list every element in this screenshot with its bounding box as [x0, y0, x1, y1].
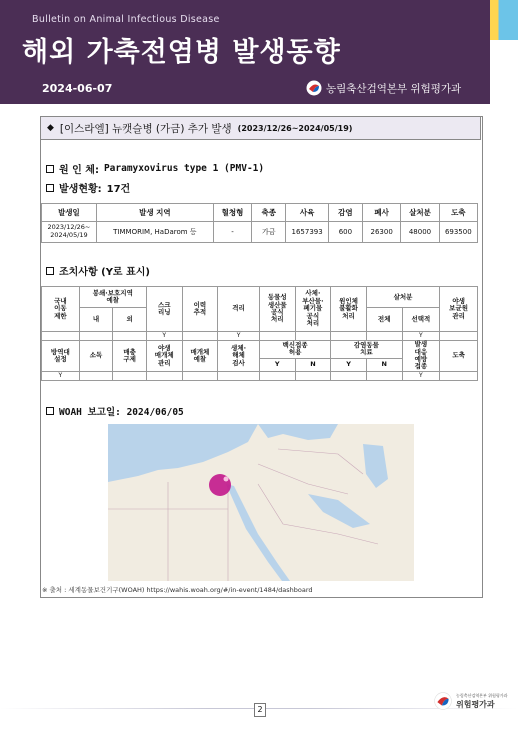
- table-cell: [331, 372, 367, 381]
- footer-org-small: 농림축산검역본부 위험평가과: [456, 692, 508, 698]
- measures-header-row-3: [42, 341, 478, 359]
- source-citation: ※ 출처 : 세계동물보건기구(WOAH) https://wahis.woah.org/#/in-event/1484/dashboard: [42, 586, 313, 594]
- col-header: 봉쇄·보호지역 예찰: [79, 287, 146, 308]
- col-header: N: [295, 358, 331, 371]
- woah-line: [46, 404, 184, 418]
- col-header: 축종: [252, 204, 286, 222]
- col-header: 스크 리닝: [146, 287, 182, 332]
- section-title: [이스라엘] 뉴캣슬병 (가금) 추가 발생: [59, 122, 232, 135]
- page-title: 해외 가축전염병 발생동향: [22, 37, 341, 68]
- col-header: 격리: [218, 287, 260, 332]
- page-number: 2: [254, 703, 266, 717]
- footer-logo: [434, 692, 508, 710]
- col-header: 폐사: [363, 204, 401, 222]
- col-header: 야생 매개체 관리: [146, 341, 182, 372]
- corner-tab: [490, 0, 518, 40]
- table-cell: [79, 372, 113, 381]
- col-header: 방역대 설정: [42, 341, 80, 372]
- header-banner: [0, 0, 490, 104]
- bulletin-label: Bulletin on Animal Infectious Disease: [32, 14, 220, 25]
- table-cell: Y: [402, 372, 440, 381]
- cell-slaughtered: 693500: [439, 222, 477, 243]
- table-cell: Y: [146, 332, 182, 341]
- col-header: 백신접종 허용: [259, 341, 330, 359]
- measures-header-row-1: [42, 287, 478, 308]
- status-label: 발생현황:: [59, 184, 102, 195]
- org-badge: [306, 80, 461, 96]
- measures-values-row-1: [42, 332, 478, 341]
- col-header: N: [366, 358, 402, 371]
- col-header: 살처분: [366, 287, 439, 308]
- col-header: 감염: [328, 204, 362, 222]
- cell-serotype: -: [213, 222, 251, 243]
- col-header: 내: [79, 308, 113, 332]
- col-header: 매충 구제: [113, 341, 147, 372]
- table-cell: [218, 372, 260, 381]
- table-cell: [331, 332, 367, 341]
- table-cell: [42, 332, 80, 341]
- table-cell: [366, 372, 402, 381]
- table-cell: [295, 372, 331, 381]
- cause-value: Paramyxovirus type 1 (PMV-1): [103, 163, 265, 174]
- col-header: 전체: [366, 308, 402, 332]
- cell-date: 2023/12/26~ 2024/05/19: [42, 222, 97, 243]
- cell-deaths: 26300: [363, 222, 401, 243]
- col-header: 발생일: [42, 204, 97, 222]
- section-title-bar: [40, 116, 481, 140]
- measures-line: [46, 263, 150, 278]
- status-line: [46, 180, 130, 195]
- cell-susceptible: 1657393: [286, 222, 328, 243]
- table-cell: [366, 332, 402, 341]
- col-header: 발생 지역: [96, 204, 213, 222]
- checkbox-icon: [46, 267, 54, 275]
- col-header: 사육: [286, 204, 328, 222]
- report-date: 2024-06-07: [42, 82, 113, 95]
- checkbox-icon: [46, 165, 54, 173]
- diamond-icon: ◆: [47, 123, 54, 133]
- table-cell: [113, 332, 147, 341]
- col-header: 소독: [79, 341, 113, 372]
- cause-label: 원 인 체:: [59, 165, 99, 176]
- measures-values-row-2: [42, 372, 478, 381]
- org-name: 농림축산검역본부 위험평가과: [326, 82, 462, 95]
- col-header: 동물성 생산물 공식 처리: [259, 287, 295, 332]
- checkbox-icon: [46, 184, 54, 192]
- col-header: 매개체 예찰: [182, 341, 218, 372]
- col-header: 혈청형: [213, 204, 251, 222]
- cell-culled: 48000: [401, 222, 439, 243]
- table-cell: [295, 332, 331, 341]
- col-header: 야생 보균원 관리: [440, 287, 478, 332]
- cell-species: 가금: [252, 222, 286, 243]
- col-header: 생체· 해체 검사: [218, 341, 260, 372]
- col-header: 선택적: [402, 308, 440, 332]
- col-header: 이력 추적: [182, 287, 218, 332]
- table-cell: [259, 332, 295, 341]
- outbreak-marker-highlight: [224, 477, 229, 482]
- table-cell: Y: [402, 332, 440, 341]
- col-header: 원인체 불활화 처리: [331, 287, 367, 332]
- col-header: 도축: [439, 204, 477, 222]
- col-header: 발생 대응 예방 접종: [402, 341, 440, 372]
- col-header: 살처분: [401, 204, 439, 222]
- table-cell: Y: [42, 372, 80, 381]
- woah-label: WOAH 보고일: 2024/06/05: [59, 407, 184, 418]
- col-header: Y: [331, 358, 367, 371]
- col-header: Y: [259, 358, 295, 371]
- col-header: 사체· 부산물· 폐기물 공식 처리: [295, 287, 331, 332]
- measures-table: [41, 286, 478, 381]
- table-row: [42, 222, 478, 243]
- col-header: 도축: [440, 341, 478, 372]
- status-value: 17건: [106, 184, 131, 195]
- agency-logo-icon: [434, 692, 452, 710]
- cell-cases: 600: [328, 222, 362, 243]
- agency-logo-icon: [306, 80, 322, 96]
- outbreak-map: [108, 424, 414, 581]
- table-cell: [440, 372, 478, 381]
- col-header: 감염동물 치료: [331, 341, 402, 359]
- outbreak-table: [41, 203, 478, 243]
- table-cell: Y: [218, 332, 260, 341]
- table-cell: [259, 372, 295, 381]
- table-cell: [146, 372, 182, 381]
- footer-org-big: 위험평가과: [456, 699, 495, 709]
- table-cell: [113, 372, 147, 381]
- measures-label: 조치사항 (Y로 표시): [59, 267, 150, 278]
- col-header: 외: [113, 308, 147, 332]
- checkbox-icon: [46, 407, 54, 415]
- cell-region: TIMMORIM, HaDarom 등: [96, 222, 213, 243]
- table-cell: [79, 332, 113, 341]
- col-header: 국내 이동 제한: [42, 287, 80, 332]
- table-cell: [440, 332, 478, 341]
- cause-line: [46, 161, 264, 176]
- table-header-row: [42, 204, 478, 222]
- table-cell: [182, 332, 218, 341]
- table-cell: [182, 372, 218, 381]
- section-range: (2023/12/26~2024/05/19): [237, 123, 353, 133]
